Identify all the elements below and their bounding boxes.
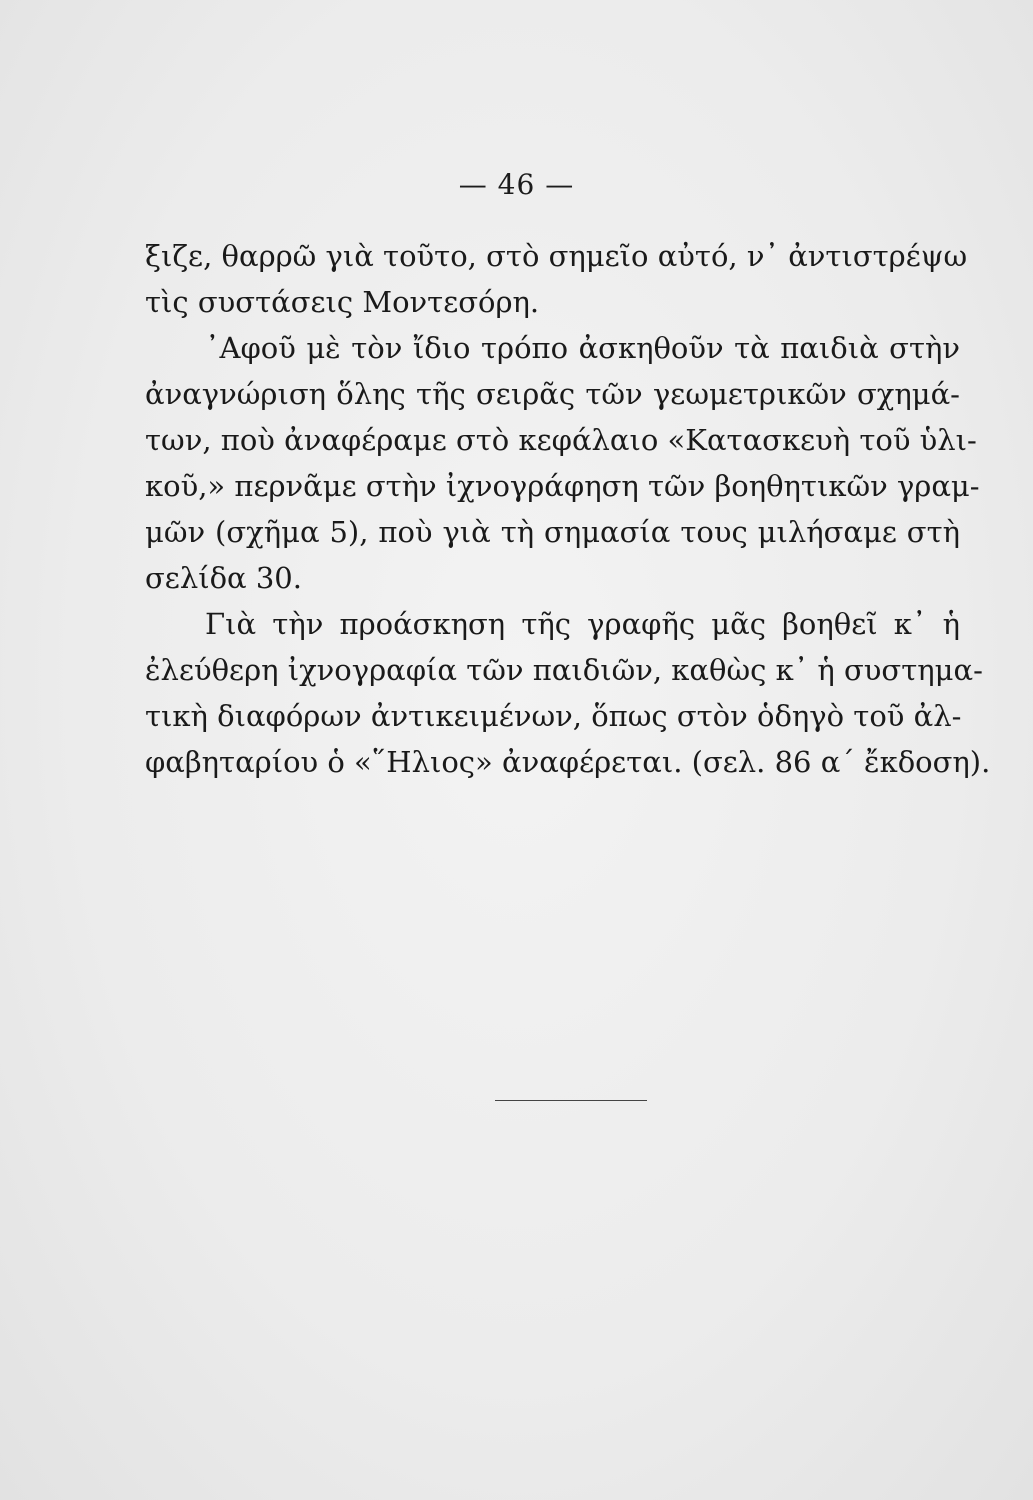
- text-line: των, ποὺ ἀναφέραμε στὸ κεφάλαιο «Κατασκευὴ τοῦ ὑλι-: [145, 423, 977, 457]
- text-line: φαβηταρίου ὁ «῞Ηλιος» ἀναφέρεται. (σελ. 86 α´ ἔκδοση).: [145, 745, 991, 779]
- text-line: ᾿Αφοῦ μὲ τὸν ἴδιο τρόπο ἀσκηθοῦν τὰ παιδιὰ στὴν: [205, 331, 960, 365]
- text-line: ἐλεύθερη ἰχνογραφία τῶν παιδιῶν, καθὼς κ᾽ ἡ συστημα-: [145, 653, 983, 687]
- section-divider: [495, 1100, 647, 1101]
- text-line: κοῦ,» περνᾶμε στὴν ἰχνογράφηση τῶν βοηθητικῶν γραμ-: [145, 469, 980, 503]
- text-line: Γιὰ τὴν προάσκηση τῆς γραφῆς μᾶς βοηθεῖ κ᾽ ἡ: [205, 607, 960, 641]
- text-line: τικὴ διαφόρων ἀντικειμένων, ὅπως στὸν ὁδηγὸ τοῦ ἀλ-: [145, 699, 962, 733]
- text-line: σελίδα 30.: [145, 561, 302, 595]
- text-line: τὶς συστάσεις Μοντεσόρη.: [145, 285, 540, 319]
- text-line: ξιζε, θαρρῶ γιὰ τοῦτο, στὸ σημεῖο αὐτό, ν᾽ ἀντιστρέψω: [145, 239, 968, 273]
- body-text: [145, 233, 991, 785]
- text-line: ἀναγνώριση ὅλης τῆς σειρᾶς τῶν γεωμετρικῶν σχημά-: [145, 377, 960, 411]
- text-line: μῶν (σχῆμα 5), ποὺ γιὰ τὴ σημασία τους μιλήσαμε στὴ: [145, 515, 960, 549]
- page-number: — 46 —: [458, 168, 575, 201]
